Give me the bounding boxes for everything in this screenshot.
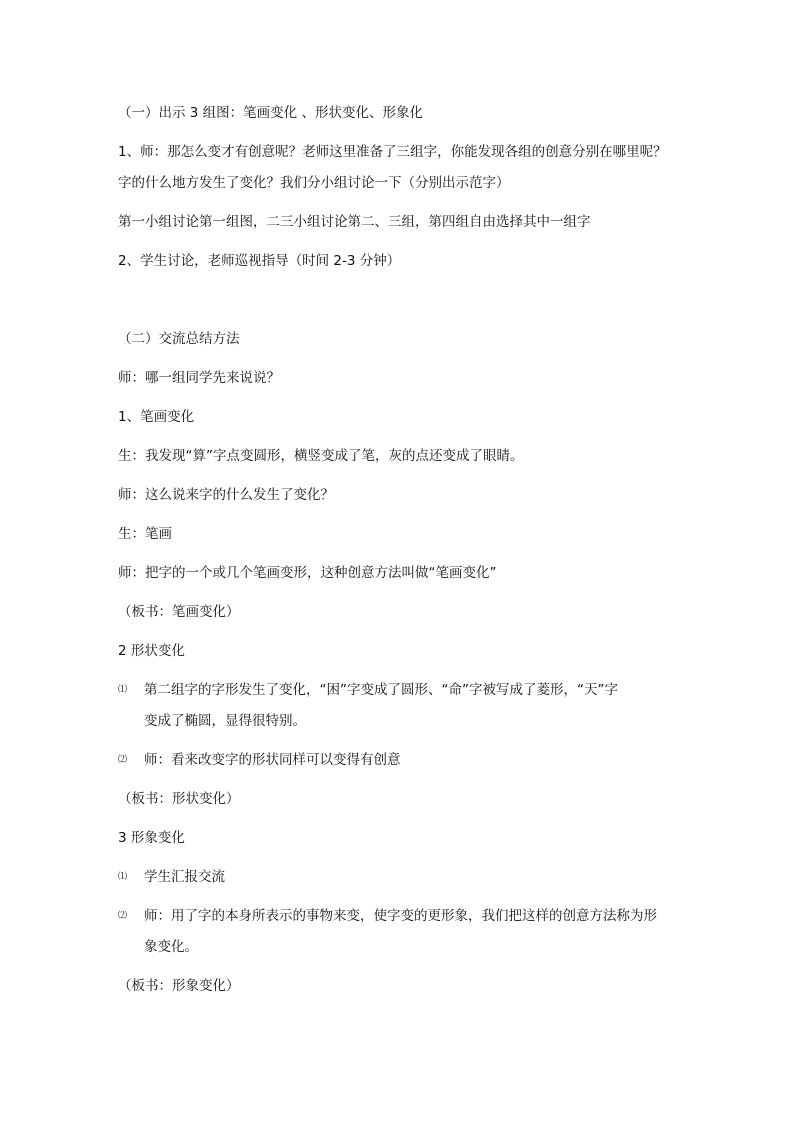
shape-item-1-line-1: 第二组字的字形发生了变化，“困”字变成了圆形、“命”字被写成了菱形，“天”字 (144, 682, 618, 698)
teacher-question: 师：哪一组同学先来说说？ (118, 370, 280, 386)
stroke-board-note: （板书：笔画变化） (118, 604, 240, 620)
student-discussion: 2、学生讨论，老师巡视指导（时间 2-3 分钟） (118, 253, 401, 269)
section2-heading: （二）交流总结方法 (118, 331, 240, 347)
shape-board-note: （板书：形状变化） (118, 791, 240, 807)
group-assignment: 第一小组讨论第一组图，二三小组讨论第二、三组，第四组自由选择其中一组字 (118, 214, 591, 230)
shape-item-1-line-2: 变成了椭圆，显得很特别。 (144, 713, 306, 729)
shape-change-title: 2 形状变化 (118, 643, 185, 659)
stroke-teacher-question: 师：这么说来字的什么发生了变化？ (118, 487, 334, 503)
image-board-note: （板书：形象变化） (118, 978, 240, 994)
stroke-change-title: 1、笔画变化 (118, 409, 195, 425)
image-change-title: 3 形象变化 (118, 830, 185, 846)
image-item-2-number: ⑵ (118, 911, 128, 921)
image-item-1: 学生汇报交流 (144, 869, 225, 885)
image-item-2-line-1: 师：用了字的本身所表示的事物来变，使字变的更形象，我们把这样的创意方法称为形 (144, 908, 657, 924)
question-line-1: 1、师：那怎么变才有创意呢？老师这里准备了三组字，你能发现各组的创意分别在哪里呢？ (118, 144, 667, 160)
stroke-student-answer: 生：我发现“算”字点变圆形，横竖变成了笔，灰的点还变成了眼睛。 (118, 448, 524, 464)
shape-item-1-number: ⑴ (118, 685, 128, 695)
stroke-student-answer-2: 生：笔画 (118, 526, 172, 542)
question-line-2: 字的什么地方发生了变化？我们分小组讨论一下（分别出示范字） (118, 175, 510, 191)
stroke-teacher-conclusion: 师：把字的一个或几个笔画变形，这种创意方法叫做“笔画变化” (118, 565, 497, 581)
section1-heading: （一）出示 3 组图：笔画变化 、形状变化、形象化 (118, 105, 423, 121)
image-item-2-line-2: 象变化。 (144, 939, 198, 955)
shape-item-2: 师：看来改变字的形状同样可以变得有创意 (144, 752, 401, 768)
image-item-1-number: ⑴ (118, 872, 128, 882)
shape-item-2-number: ⑵ (118, 755, 128, 765)
